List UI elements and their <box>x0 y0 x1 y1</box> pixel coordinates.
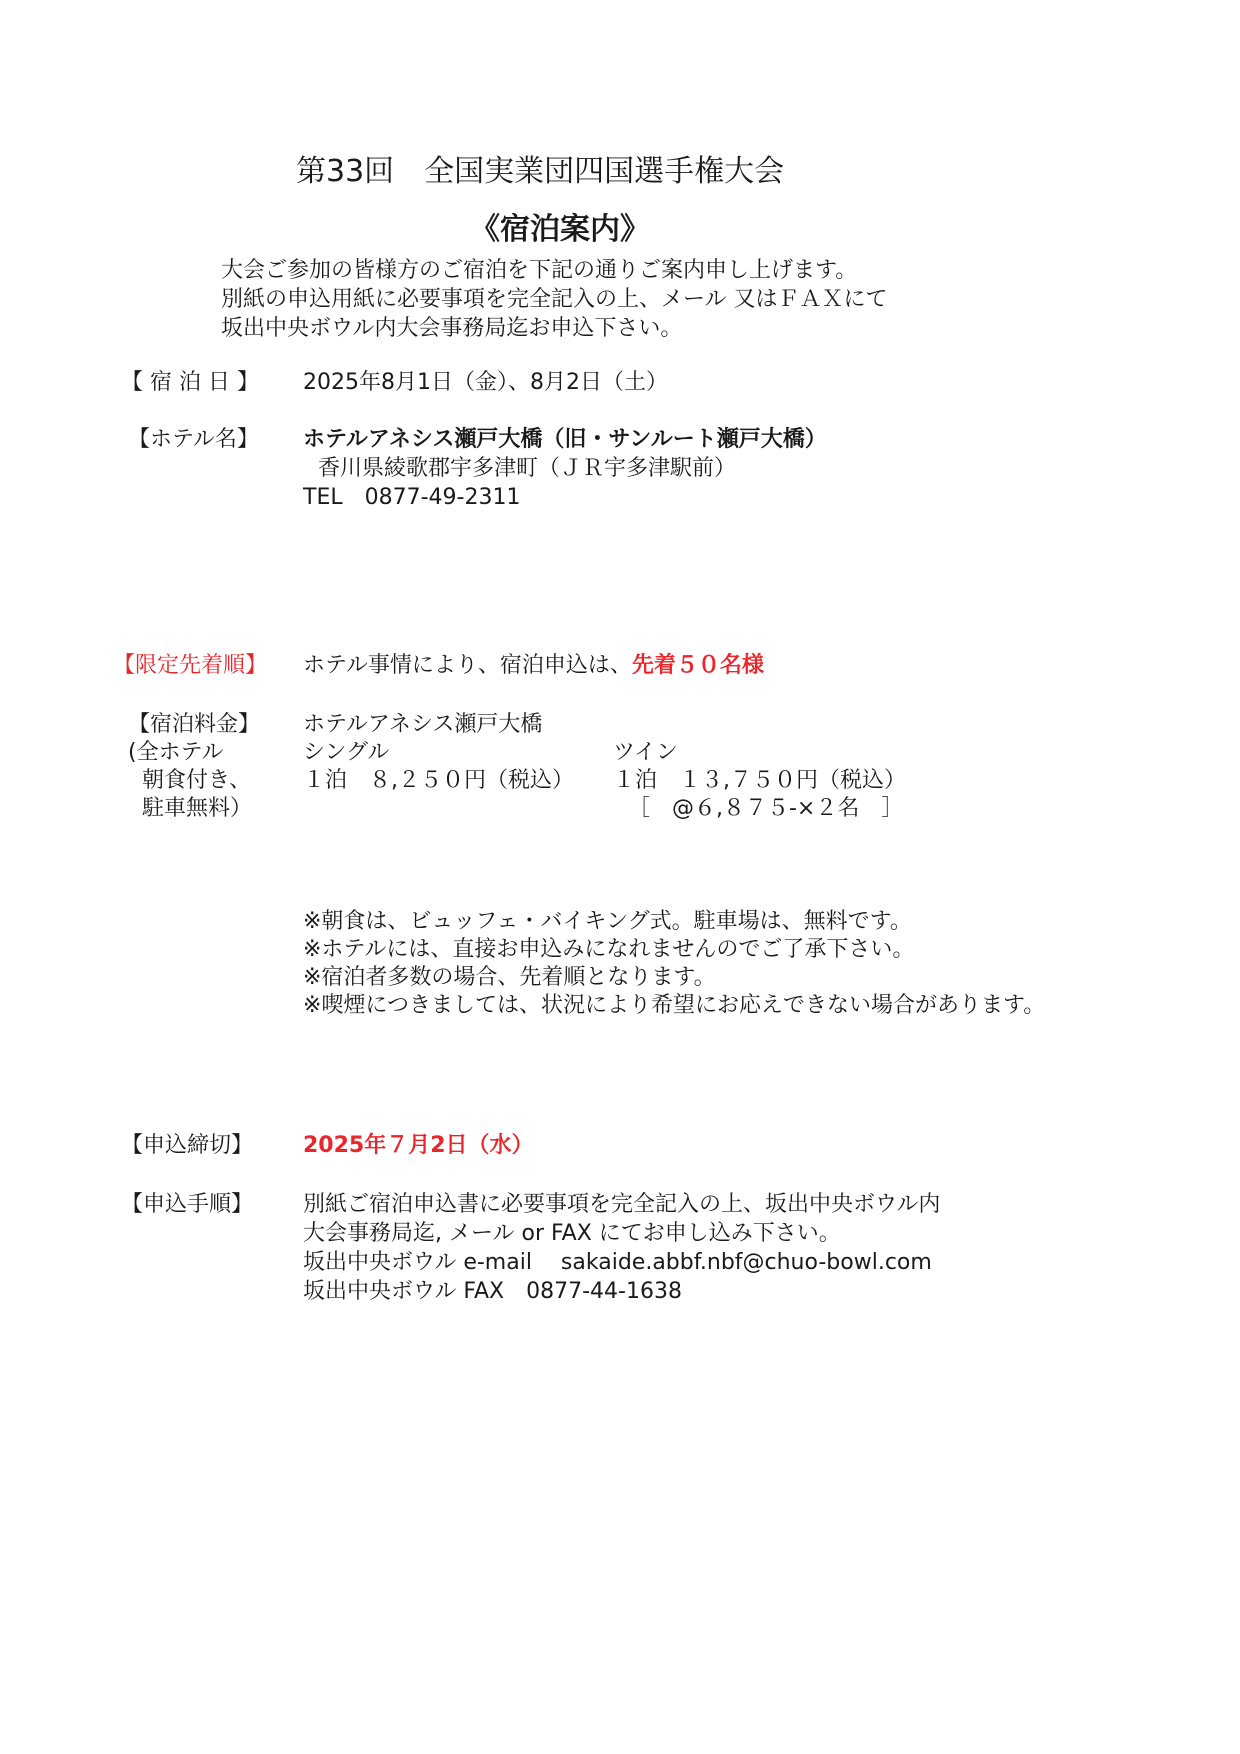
hotel-label: 【ホテル名】 <box>128 427 259 452</box>
hotel-tel: TEL 0877-49-2311 <box>303 485 521 510</box>
limit-highlight: 先着５０名様 <box>631 653 764 678</box>
intro-line-2: 別紙の申込用紙に必要事項を完全記入の上、メール 又はＦＡＸにて <box>221 287 888 312</box>
limit-text <box>303 651 764 680</box>
twin-price: １泊 １３,７５０円（税込） <box>613 768 906 793</box>
fee-note-1: (全ホテル <box>128 740 224 765</box>
twin-per-person: ［ @６,８７５-×２名 ］ <box>628 796 904 821</box>
fee-note-2: 朝食付き、 <box>142 768 252 793</box>
procedure-line-2: 大会事務局迄, メール or FAX にてお申し込み下さい。 <box>303 1221 841 1246</box>
single-label: シングル <box>303 740 390 765</box>
note-3: ※宿泊者多数の場合、先着順となります。 <box>303 965 716 990</box>
fee-note-3: 駐車無料） <box>142 796 253 821</box>
hotel-name: ホテルアネシス瀬戸大橋（旧・サンルート瀬戸大橋） <box>303 427 827 452</box>
fee-hotel-name: ホテルアネシス瀬戸大橋 <box>303 712 543 737</box>
hotel-address: 香川県綾歌郡宇多津町（ＪＲ宇多津駅前） <box>318 456 737 481</box>
deadline-value: 2025年７月2日（水） <box>303 1133 534 1158</box>
twin-label: ツイン <box>613 740 678 765</box>
procedure-line-1: 別紙ご宿泊申込書に必要事項を完全記入の上、坂出中央ボウル内 <box>303 1192 941 1217</box>
page-subtitle: 《宿泊案内》 <box>470 212 650 247</box>
note-4: ※喫煙につきましては、状況により希望にお応えできない場合があります。 <box>303 993 1046 1018</box>
limit-label: 【限定先着順】 <box>113 653 268 678</box>
fee-label: 【宿泊料金】 <box>128 712 261 737</box>
procedure-fax-line: 坂出中央ボウル FAX 0877-44-1638 <box>303 1279 682 1304</box>
page-title: 第33回 全国実業団四国選手権大会 <box>296 154 785 189</box>
intro-line-3: 坂出中央ボウル内大会事務局迄お申込下さい。 <box>221 316 683 341</box>
intro-line-1: 大会ご参加の皆様方のご宿泊を下記の通りご案内申し上げます。 <box>221 258 858 283</box>
limit-text-body: ホテル事情により、宿泊申込は、 <box>303 653 632 678</box>
stay-date-value: 2025年8月1日（金）、8月2日（土） <box>303 370 668 395</box>
procedure-label: 【申込手順】 <box>121 1192 254 1217</box>
procedure-email-line: 坂出中央ボウル e-mail sakaide.abbf.nbf@chuo-bowl.com <box>303 1250 932 1275</box>
single-price: １泊 ８,２５０円（税込） <box>303 768 574 793</box>
deadline-label: 【申込締切】 <box>121 1133 254 1158</box>
stay-date-label: 【 宿 泊 日 】 <box>121 370 259 395</box>
note-2: ※ホテルには、直接お申込みになれませんのでご了承下さい。 <box>303 937 915 962</box>
note-1: ※朝食は、ビュッフェ・バイキング式。駐車場は、無料です。 <box>303 909 912 934</box>
